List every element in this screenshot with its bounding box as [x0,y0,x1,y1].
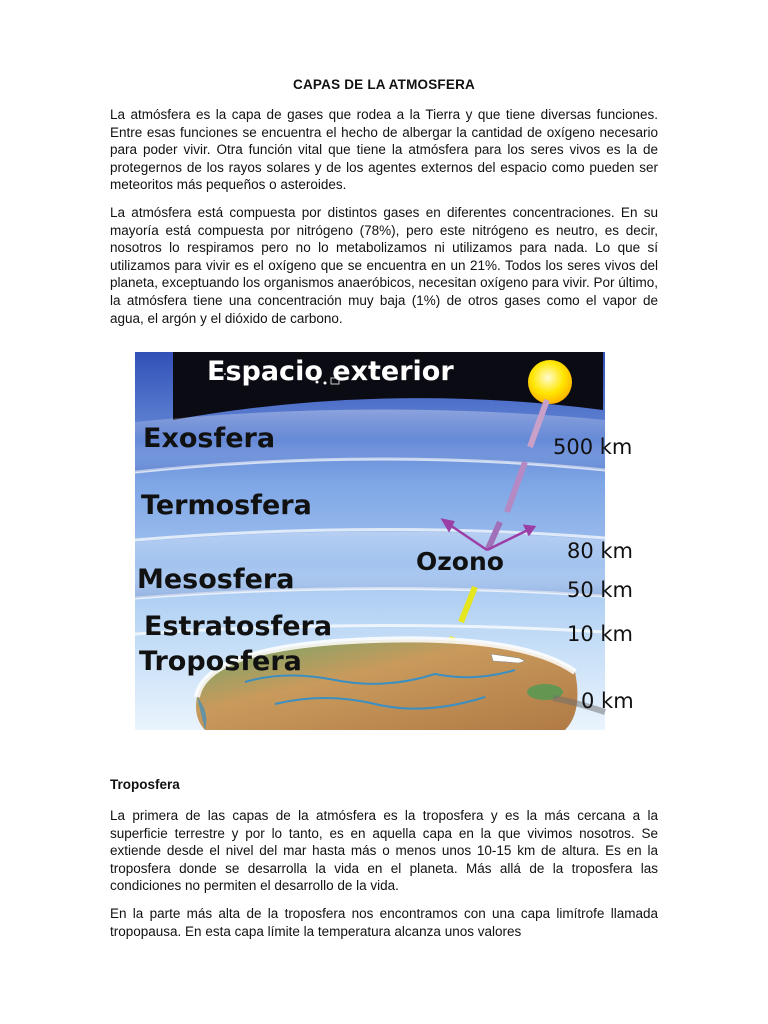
layer-label-mesosfera: Mesosfera [137,564,295,595]
layer-label-exosfera: Exosfera [143,423,276,454]
paragraph-composition: La atmósfera está compuesta por distintos gases en diferentes concentraciones. En su mayoría está compuesta por nitrógeno (78%), pero este nitrógeno es neutro, es decir, nosotros lo respiramos pero no lo metabolizamos ni utilizamos para nada. Lo que sí utilizamos para vivir es el oxígeno que se encuentra en un 21%. Todos los seres vivos del planeta, exceptuando los organismos anaeróbicos, necesitan oxígeno para vivir. Por último, la atmósfera tiene una concentración muy baja (1%) de otros gases como el vapor de agua, el argón y el dióxido de carbono. [110,205,658,326]
paragraph-intro: La atmósfera es la capa de gases que rodea a la Tierra y que tiene diversas funciones. Entre esas funciones se encuentra el hecho de albergar la cantidad de oxígeno necesario para poder vivir. Otra función vital que tiene la atmósfera para los seres vivos es la de protegernos de los rayos solares y de los agentes externos del espacio como pueden ser meteoritos más pequeños o asteroides. [110,107,658,193]
altitude-500km: 500 km [553,435,633,459]
paragraph-troposfera: La primera de las capas de la atmósfera es la troposfera y es la más cercana a la superficie terrestre y por lo tanto, es en aquella capa en la que vivimos nosotros. Se extiende desde el nivel del mar hasta más o menos unos 10-15 km de altura. Es en la troposfera donde se desarrolla la vida en el planeta. Más allá de la troposfera las condiciones no permiten el desarrollo de la vida. [110,808,658,894]
layer-label-estratosfera: Estratosfera [144,611,333,642]
atmosphere-layers-diagram [135,352,655,730]
layer-label-troposfera: Troposfera [139,646,302,677]
sun-icon [528,360,572,404]
altitude-50km: 50 km [567,578,634,602]
ozone-label: Ozono [416,547,504,576]
altitude-80km: 80 km [567,539,634,563]
document-title: CAPAS DE LA ATMOSFERA [293,77,475,92]
layer-label-termosfera: Termosfera [141,490,312,521]
altitude-0km: 0 km [581,689,634,713]
paragraph-tropopausa: En la parte más alta de la troposfera nos encontramos con una capa limítrofe llamada tropopausa. En esta capa límite la temperatura alcanza unos valores [110,906,658,939]
space-label: Espacio exterior [207,356,454,387]
section-heading-troposfera: Troposfera [110,777,180,792]
altitude-10km: 10 km [567,622,634,646]
